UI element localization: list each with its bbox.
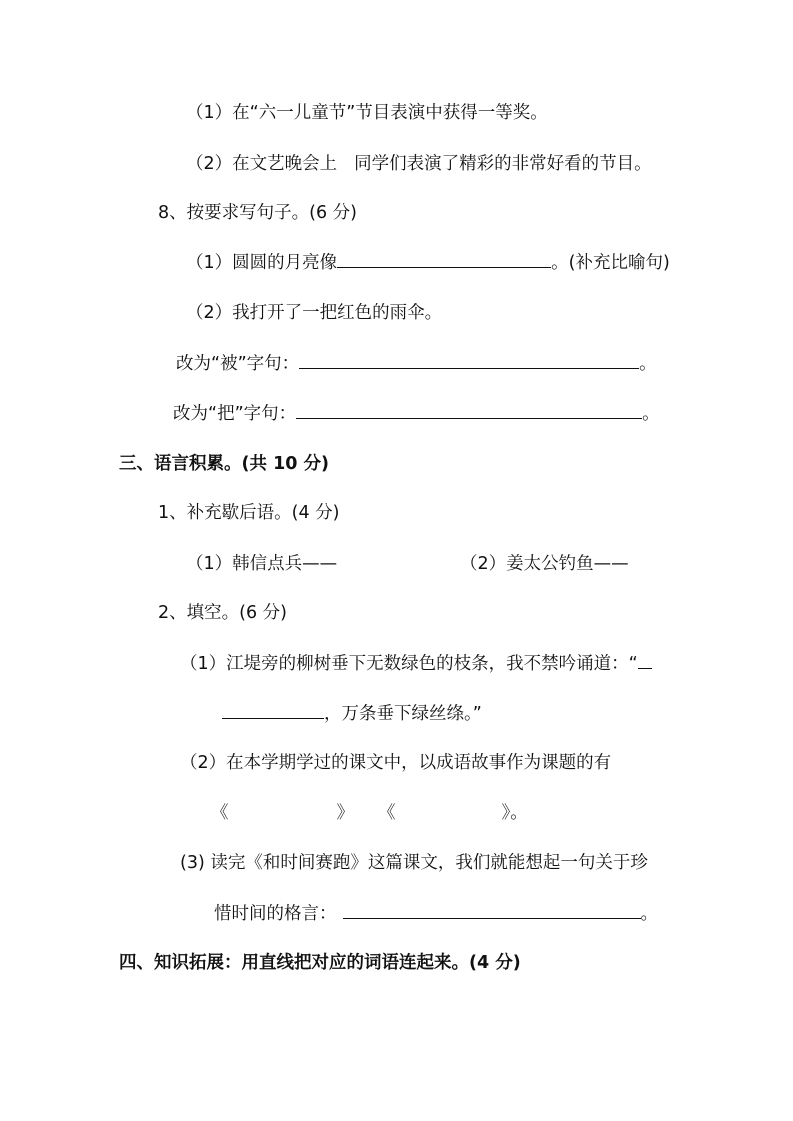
idiom-title-row [211, 801, 528, 825]
bei-sentence-row [176, 352, 657, 376]
open-book-bracket: 《 [211, 803, 229, 823]
bei-sentence-label: 改为“被”字句： [176, 354, 300, 374]
bei-sentence-blank[interactable] [299, 352, 639, 369]
q8-title: 8、按要求写句子。(6 分) [158, 203, 357, 223]
section-3-title: 三、语言积累。(共 10 分) [119, 454, 330, 474]
s3-q2-item-1-text-b: ，万条垂下绿丝绦。” [324, 704, 482, 724]
period: 。 [642, 404, 660, 424]
simile-blank[interactable] [337, 251, 551, 268]
q7-item-2-part-b: 同学们表演了精彩的非常好看的节目。 [354, 154, 652, 174]
s3-q2-item-1-line-1 [180, 652, 652, 676]
s3-q2-item-1-line-2 [222, 702, 482, 726]
ba-sentence-label: 改为“把”字句： [173, 404, 297, 424]
ba-sentence-blank[interactable] [296, 402, 642, 419]
s3-q2-title: 2、填空。(6 分) [158, 603, 287, 623]
open-book-bracket: 《 [378, 803, 396, 823]
q7-item-1: （1）在“六一儿童节”节目表演中获得一等奖。 [186, 103, 548, 123]
close-book-bracket: 》 [501, 803, 511, 823]
s3-q2-item-3-line-2 [214, 902, 658, 926]
q8-item-2: （2）我打开了一把红色的雨伞。 [186, 303, 443, 323]
s3-q2-item-2-line-1: （2）在本学期学过的课文中，以成语故事作为课题的有 [180, 753, 612, 773]
poem-blank-start[interactable] [638, 652, 652, 669]
s3-q2-item-3-text-b: 惜时间的格言： [214, 904, 337, 924]
s3-q2-item-1-text-a: （1）江堤旁的柳树垂下无数绿色的枝条，我不禁吟诵道：“ [180, 654, 638, 674]
period: 。 [510, 803, 528, 823]
poem-blank[interactable] [222, 702, 324, 719]
close-book-bracket: 》 [336, 803, 354, 823]
motto-blank[interactable] [343, 902, 641, 919]
period: 。 [639, 354, 657, 374]
ba-sentence-row [173, 402, 660, 426]
section-4-title: 四、知识拓展：用直线把对应的词语连起来。(4 分) [119, 953, 521, 973]
s3-q1-item-a: （1）韩信点兵—— [186, 554, 338, 574]
s3-q2-item-3-line-1: (3) 读完《和时间赛跑》这篇课文，我们就能想起一句关于珍 [180, 853, 648, 873]
period: 。 [640, 904, 658, 924]
q7-item-2-part-a: （2）在文艺晚会上 [186, 154, 338, 174]
s3-q1-title: 1、补充歇后语。(4 分) [158, 503, 340, 523]
q7-item-2 [186, 152, 652, 176]
q8-item-1 [186, 251, 670, 275]
q8-item-1-suffix: 。(补充比喻句) [551, 253, 670, 273]
q8-item-1-prefix: （1）圆圆的月亮像 [186, 253, 338, 273]
s3-q1-item-b: （2）姜太公钓鱼—— [460, 554, 629, 574]
